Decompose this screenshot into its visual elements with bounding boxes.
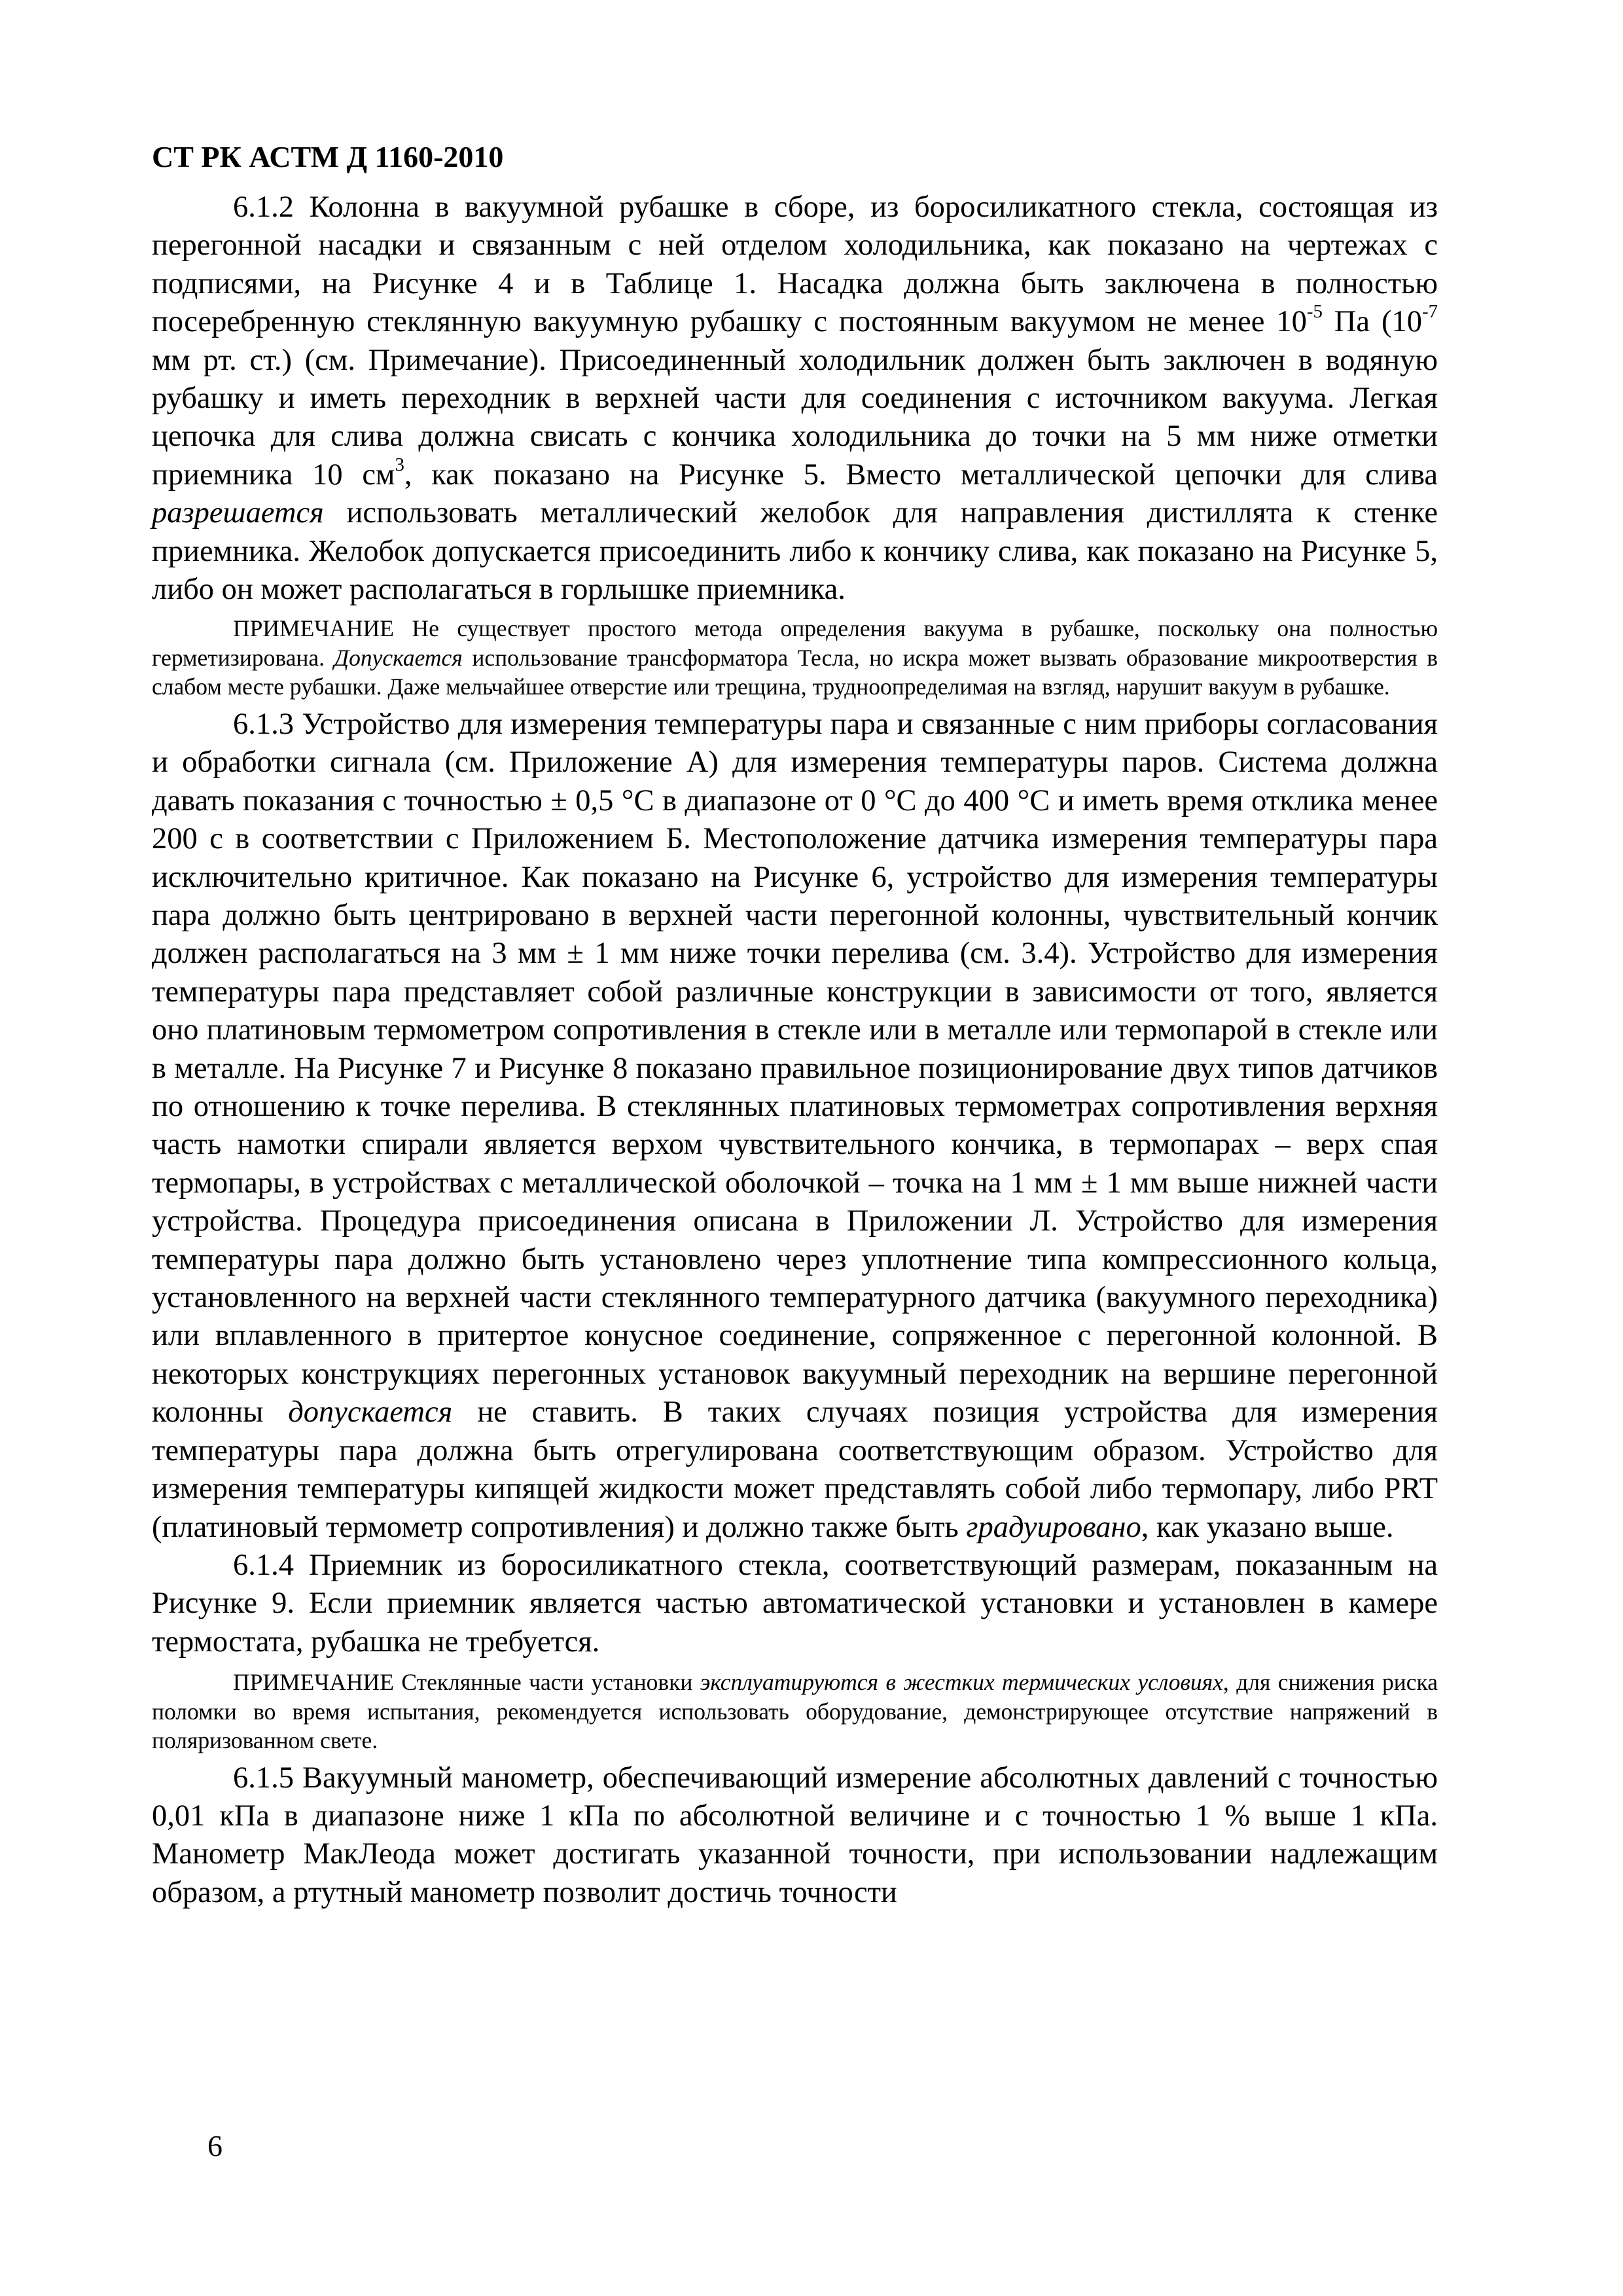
superscript: 3 [395, 454, 404, 476]
italic-term: эксплуатируются в жестких термических условиях [700, 1669, 1223, 1696]
text-run: , как указано выше. [1141, 1510, 1394, 1544]
text-run: 6.1.4 Приемник из боросиликатного стекла, соответствующий размерам, показанным на Рисунке 9. Если приемник является частью автоматической установки и установлен в камере термостата, рубашка не требуется. [152, 1548, 1438, 1659]
text-run: мм рт. ст.) (см. Примечание). Присоединенный холодильник должен быть заключен в водяную рубашку и иметь переходник в верхней части для соединения с источником вакуума. Легкая цепочка для слива должна свисать с кончика холодильника до точки на 5 мм ниже отметки приемника 10 см [152, 343, 1438, 492]
document-header: СТ РК АСТМ Д 1160-2010 [152, 140, 504, 173]
text-run: 6.1.2 Колонна в вакуумной рубашке в сборе, из боросиликатного стекла, состоящая из перегонной насадки и связанным с ней отделом холодильника, как показано на чертежах с подписями, на Рисунке 4 и в Таблице 1. Насадка должна быть заключена в полностью посеребренную стеклянную вакуумную рубашку с постоянным вакуумом не менее 10 [152, 190, 1438, 339]
text-run: ПРИМЕЧАНИЕ Не существует простого метода определения вакуума в рубашке, поскольку она полностью герметизирована. [152, 615, 1438, 671]
page-number: 6 [207, 2129, 223, 2162]
paragraph-6-1-4 [152, 1547, 1438, 1661]
text-run: , как показано на Рисунке 5. Вместо металлической цепочки для слива [404, 457, 1438, 492]
text-run: Па (10 [1322, 305, 1422, 339]
text-run: не ставить. В таких случаях позиция устройства для измерения температуры пара должна быть отрегулирована соответствующим образом. Устройство для измерения температуры кипящей жидкости может представлять собой либо термопару, либо PRT (платиновый термометр сопротивления) и должно также быть [152, 1395, 1438, 1544]
text-run: использование трансформатора Тесла, но искра может вызвать образование микроотверстия в слабом месте рубашки. Даже мельчайшее отверстие или трещина, трудноопределимая на взгляд, нарушит вакуум в рубашке. [152, 644, 1438, 700]
note-1 [152, 614, 1438, 702]
italic-term: допускается [288, 1395, 453, 1429]
text-run: 6.1.3 Устройство для измерения температуры пара и связанные с ним приборы согласования и обработки сигнала (см. Приложение А) для измерения температуры паров. Система должна давать показания с точностью ± 0,5 °С в диапазоне от 0 °С до 400 °С и иметь время отклика менее 200 с в соответствии с Приложением Б. Местоположение датчика измерения температуры пара исключительно критичное. Как показано на Рисунке 6, устройство для измерения температуры пара должно быть центрировано в верхней части перегонной колонны, чувствительный кончик должен располагаться на 3 мм ± 1 мм ниже точки перелива (см. 3.4). Устройство для измерения температуры пара представляет собой различные конструкции в зависимости от того, является оно платиновым термометром сопротивления в стекле или в металле или термопарой в стекле или в металле. На Рисунке 7 и Рисунке 8 показано правильное позиционирование двух типов датчиков по отношению к точке перелива. В стеклянных платиновых термометрах сопротивления верхняя часть намотки спирали является верхом чувствительного кончика, в термопарах – верх спая термопары, в устройствах с металлической оболочкой – точка на 1 мм ± 1 мм выше нижней части устройства. Процедура присоединения описана в Приложении Л. Устройство для измерения температуры пара должно быть установлено через уплотнение типа компрессионного кольца, установленного на верхней части стеклянного температурного датчика (вакуумного переходника) или вплавленного в притертое конусное соединение, сопряженное с перегонной колонной. В некоторых конструкциях перегонных установок вакуумный переходник на вершине перегонной колонны [152, 707, 1438, 1429]
text-run: использовать металлический желобок для направления дистиллята к стенке приемника. Желобок допускается присоединить либо к кончику слива, как показано на Рисунке 5, либо он может располагаться в горлышке приемника. [152, 496, 1438, 607]
text-run: 6.1.5 Вакуумный манометр, обеспечивающий измерение абсолютных давлений с точностью 0,01 кПа в диапазоне ниже 1 кПа по абсолютной величине и с точностью 1 % выше 1 кПа. Манометр МакЛеода может достигать указанной точности, при использовании надлежащим образом, а ртутный манометр позволит достичь точности [152, 1761, 1438, 1909]
italic-term: градуировано [966, 1510, 1141, 1544]
italic-term: Допускается [334, 644, 463, 671]
paragraph-6-1-5 [152, 1759, 1438, 1912]
paragraph-6-1-3 [152, 706, 1438, 1547]
document-body [152, 188, 1438, 1912]
text-run: , для снижения риска поломки во время испытания, рекомендуется использовать оборудование, демонстрирующее отсутствие напряжений в поляризованном свете. [152, 1669, 1438, 1754]
text-run: ПРИМЕЧАНИЕ Стеклянные части установки [233, 1669, 700, 1696]
note-2 [152, 1668, 1438, 1755]
italic-term: разрешается [152, 496, 324, 530]
paragraph-6-1-2 [152, 188, 1438, 609]
superscript: -5 [1306, 301, 1323, 323]
superscript: -7 [1421, 301, 1438, 323]
